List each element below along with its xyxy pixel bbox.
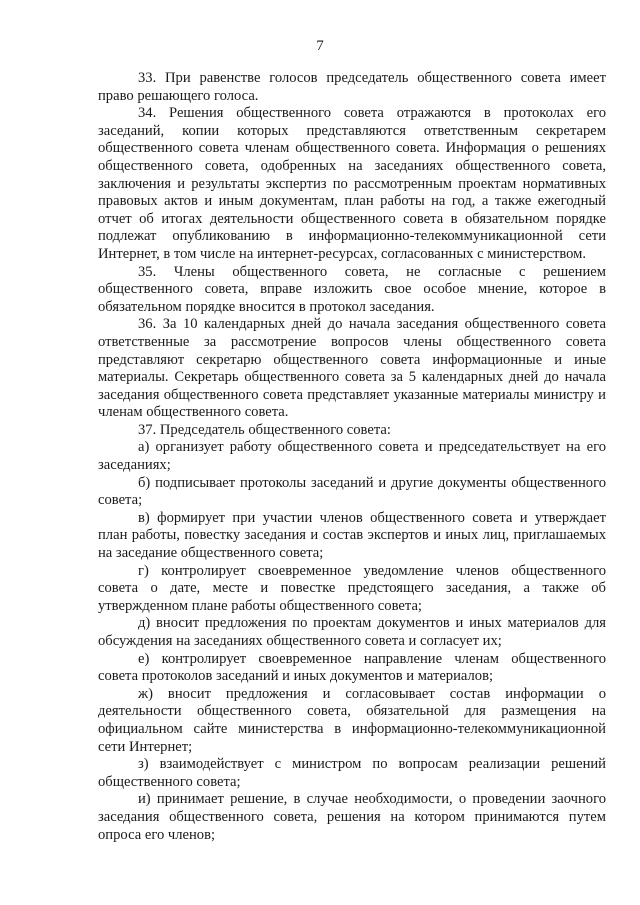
paragraph-36: 36. За 10 календарных дней до начала заседания общественного совета ответственные за рассмотрение вопросов члены общественного совета представляют секретарю общественного совета информационные и иные материалы. Секретарь общественного совета за 5 календарных дней до начала заседания общественного совета представляет указанные материалы министру и членам общественного совета. <box>98 316 606 421</box>
paragraph-37-a: а) организует работу общественного совета и председательствует на его заседаниях; <box>98 439 606 474</box>
paragraph-37-zh: ж) вносит предложения и согласовывает состав информации о деятельности общественного совета, обязательной для размещения на официальном сайте министерства в информационно-телекоммуникационной сети Интернет; <box>98 685 606 755</box>
paragraph-37-e: е) контролирует своевременное направление членам общественного совета протоколов заседаний и иных документов и материалов; <box>98 650 606 685</box>
paragraph-37-z: з) взаимодействует с министром по вопросам реализации решений общественного совета; <box>98 756 606 790</box>
document-body <box>98 70 606 844</box>
paragraph-37: 37. Председатель общественного совета: <box>138 421 391 438</box>
paragraph-37-v: в) формирует при участии членов общественного совета и утверждает план работы, повестку заседания и состав экспертов и иных лиц, приглашаемых на заседание общественного совета; <box>98 509 606 562</box>
paragraph-34: 34. Решения общественного совета отражаются в протоколах его заседаний, копии которых представляются ответственным секретарем общественного совета членам общественного совета. Информация о решениях общественного совета, одобренных на заседаниях общественного совета, заключения и результаты экспертиз по рассмотренным проектам нормативных правовых актов и иным документам, план работы на год, а также ежегодный отчет об итогах деятельности общественного совета в обязательном порядке подлежат опубликованию в информационно-телекоммуникационной сети Интернет, в том числе на интернет-ресурсах, согласованных с министерством. <box>98 105 606 262</box>
paragraph-37-d: д) вносит предложения по проектам документов и иных материалов для обсуждения на заседаниях общественного совета и согласует их; <box>98 615 606 649</box>
paragraph-37-i: и) принимает решение, в случае необходимости, о проведении заочного заседания общественного совета, решения на котором принимаются путем опроса его членов; <box>98 791 606 843</box>
paragraph-35: 35. Члены общественного совета, не согласные с решением общественного совета, вправе изложить свое особое мнение, которое в обязательном порядке вносится в протокол заседания. <box>98 263 606 315</box>
page-number: 7 <box>316 38 324 54</box>
paragraph-37-b: б) подписывает протоколы заседаний и другие документы общественного совета; <box>98 474 606 509</box>
paragraph-37-g: г) контролирует своевременное уведомление членов общественного совета о дате, месте и повестке предстоящего заседания, а также об утвержденном плане работы общественного совета; <box>98 562 606 614</box>
paragraph-33: 33. При равенстве голосов председатель общественного совета имеет право решающего голоса. <box>98 70 606 104</box>
